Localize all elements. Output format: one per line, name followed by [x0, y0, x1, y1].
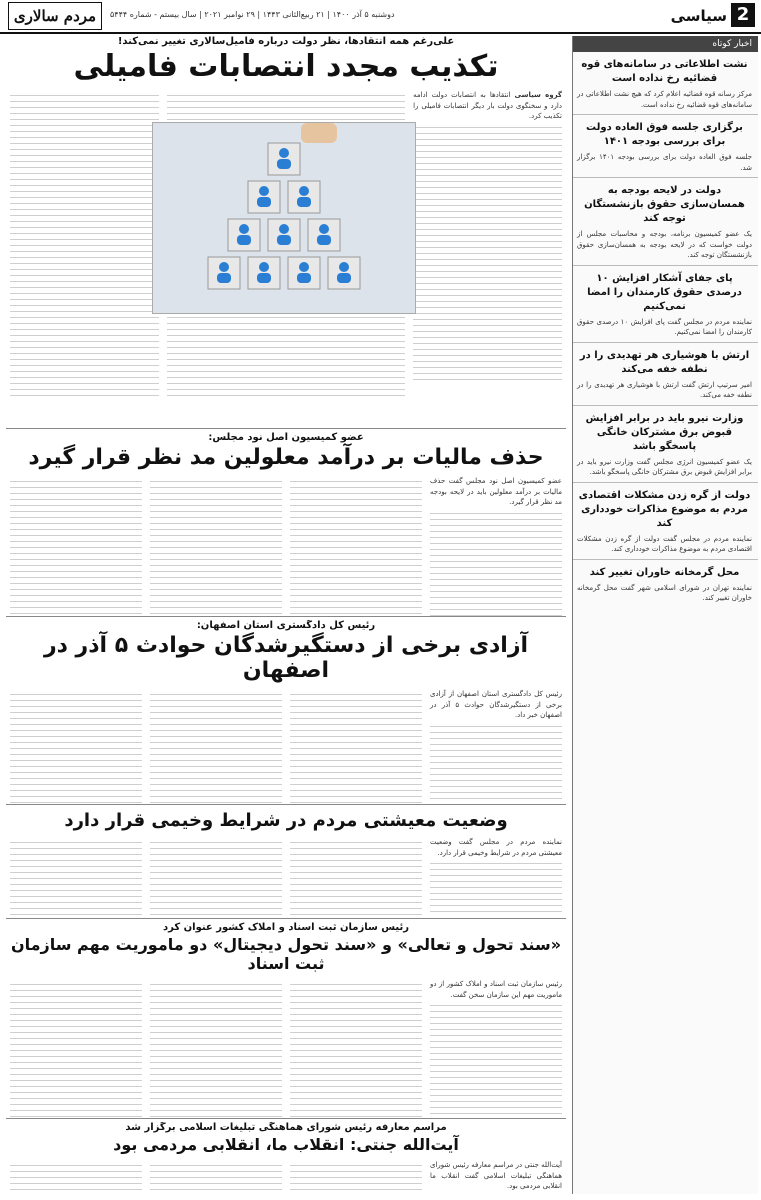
story-byline: گروه سیاسی	[514, 91, 563, 99]
story-column	[430, 837, 562, 917]
story-headline: آزادی برخی از دستگیرشدگان حوادث ۵ آذر در اصفهان	[43, 633, 529, 683]
story-kicker: عضو کمیسیون اصل نود مجلس:	[208, 432, 364, 443]
story-column	[290, 837, 422, 917]
story-column	[290, 1160, 422, 1194]
story-column	[430, 1160, 562, 1194]
story-text: رئیس سازمان ثبت اسناد و املاک کشور از دو ماموریت مهم این سازمان سخن گفت.	[430, 980, 562, 999]
sidebar-item	[573, 178, 758, 266]
sidebar-item	[573, 52, 758, 115]
page-number: 2	[731, 3, 755, 27]
story-headline: آیت‌الله جنتی: انقلاب ما، انقلابی مردمی بود	[113, 1135, 459, 1154]
masthead-logo: مردم سالاری	[8, 2, 102, 30]
story-text: نماینده مردم در مجلس گفت وضعیت معیشتی مردم در شرایط وخیمی قرار دارد.	[430, 838, 562, 857]
story-column	[10, 689, 142, 805]
story-column	[10, 90, 159, 400]
sidebar-item-title: دولت در لایحه بودجه به همسان‌سازی حقوق بازنشستگان توجه کند	[584, 185, 745, 224]
story-column	[150, 689, 282, 805]
story-column	[150, 1160, 282, 1194]
sidebar-item-text: امیر سرتیپ ارتش گفت ارتش با هوشیاری هر تهدیدی را در نطفه خفه می‌کند.	[577, 380, 752, 399]
sidebar-item-text: نماینده مردم در مجلس گفت دولت از گره زدن مشکلات اقتصادی مردم به موضوع مذاکرات خودداری کند.	[577, 534, 752, 553]
story-column	[430, 979, 562, 1119]
story-kicker: رئیس سازمان ثبت اسناد و املاک کشور عنوان کرد	[162, 922, 410, 933]
story-kicker: رئیس کل دادگستری استان اصفهان:	[196, 620, 376, 631]
sidebar-item	[573, 115, 758, 178]
sidebar-item-title: پای جفای آشکار افزایش ۱۰ درصدی حقوق کارمندان را امضا نمی‌کنیم	[587, 272, 742, 312]
story-column	[290, 979, 422, 1119]
story-headline: «سند تحول و تعالی» و «سند تحول دیجیتال» دو ماموریت مهم سازمان ثبت اسناد	[10, 935, 562, 973]
news-sidebar	[572, 36, 758, 1194]
story	[6, 432, 566, 617]
story-column	[10, 837, 142, 917]
sidebar-item-text: نماینده مردم در مجلس گفت پای افزایش ۱۰ درصدی حقوق کارمندان را امضا نمی‌کنیم.	[577, 317, 752, 336]
sidebar-item	[573, 266, 758, 343]
story-column	[10, 979, 142, 1119]
story-kicker: مراسم معارفه رئیس شورای هماهنگی تبلیغات اسلامی برگزار شد	[125, 1122, 447, 1133]
sidebar-item-title: برگزاری جلسه فوق العاده دولت برای بررسی بودجه ۱۴۰۱	[586, 122, 743, 147]
story-column	[290, 476, 422, 616]
sidebar-item-text: نماینده تهران در شورای اسلامی شهر گفت محل گرمخانه خاوران تغییر کند.	[577, 583, 752, 602]
story	[6, 620, 566, 805]
story-headline: تکذیب مجدد انتصابات فامیلی	[73, 49, 499, 84]
dateline: دوشنبه ۵ آذر ۱۴۰۰ | ۲۱ ربیع‌الثانی ۱۴۴۳ | ۲۹ نوامبر ۲۰۲۱ | سال بیستم - شماره ۵۴۴۴	[110, 10, 395, 19]
story-text: عضو کمیسیون اصل نود مجلس گفت حذف مالیات بر درآمد معلولین باید در لایحه بودجه مد نظر قرار گیرد.	[430, 477, 562, 506]
sidebar-item-title: محل گرمخانه خاوران تغییر کند	[589, 566, 740, 578]
story-column	[10, 1160, 142, 1194]
story-headline: وضعیت معیشتی مردم در شرایط وخیمی قرار دارد	[64, 810, 508, 831]
sidebar-item-text: جلسه فوق العاده دولت برای بررسی بودجه ۱۴۰۱ برگزار شد.	[577, 153, 752, 172]
sidebar-item-title: نشت اطلاعاتی در سامانه‌های قوه قضائیه رخ نداده است	[581, 59, 748, 84]
story-column	[150, 476, 282, 616]
story-column	[150, 837, 282, 917]
story-column	[413, 90, 562, 400]
pyramid-photo	[152, 122, 416, 314]
story	[6, 1122, 566, 1194]
sidebar-item-text: یک عضو کمیسیون انرژی مجلس گفت وزارت نیرو باید در برابر افزایش قبوض برق مشترکان خانگی پاسخگو باشد.	[577, 457, 752, 476]
story-text: رئیس کل دادگستری استان اصفهان از آزادی برخی از دستگیرشدگان حوادث ۵ آذر در اصفهان خبر داد.	[430, 690, 563, 719]
story-kicker: علی‌رغم همه انتقادها، نظر دولت درباره فامیل‌سالاری تغییر نمی‌کند!	[117, 36, 455, 47]
sidebar-item-title: ارتش با هوشیاری هر تهدیدی را در نطفه خفه می‌کند	[579, 349, 750, 375]
sidebar-item-text: یک عضو کمیسیون برنامه، بودجه و محاسبات مجلس از دولت خواست که در لایحه بودجه به همسان‌سازی حقوق بازنشستگان توجه کند.	[577, 230, 752, 259]
story	[6, 922, 566, 1119]
story	[6, 808, 566, 919]
story-text: آیت‌الله جنتی در مراسم معارفه رئیس شورای هماهنگی تبلیغات اسلامی گفت انقلاب ما انقلابی مردمی بود.	[430, 1161, 562, 1190]
sidebar-heading: اخبار کوتاه	[573, 36, 758, 52]
sidebar-item-title: دولت از گره زدن مشکلات اقتصادی مردم به موضوع مذاکرات خودداری کند	[578, 489, 751, 529]
story-headline: حذف مالیات بر درآمد معلولین مد نظر قرار گیرد	[28, 445, 544, 470]
story-column	[430, 476, 562, 616]
sidebar-item	[573, 560, 758, 608]
story-column	[150, 979, 282, 1119]
story-column	[10, 476, 142, 616]
story-column	[290, 689, 422, 805]
sidebar-item	[573, 343, 758, 406]
sidebar-item-text: مرکز رسانه قوه قضائیه اعلام کرد که هیچ نشت اطلاعاتی در سامانه‌های قوه قضائیه رخ نداده است.	[577, 90, 752, 109]
sidebar-item	[573, 483, 758, 560]
sidebar-item	[573, 406, 758, 483]
story-text: انتقادها به انتصابات دولت ادامه دارد و سخنگوی دولت بار دیگر انتصابات فامیلی را تکذیب کرد.	[413, 91, 562, 120]
section-label: سیاسی	[670, 7, 727, 25]
sidebar-item-title: وزارت نیرو باید در برابر افزایش قبوض برق مشترکان خانگی پاسخگو باشد	[585, 412, 744, 452]
page-header	[0, 0, 761, 34]
lead-story	[6, 36, 566, 429]
story-column	[430, 689, 562, 805]
